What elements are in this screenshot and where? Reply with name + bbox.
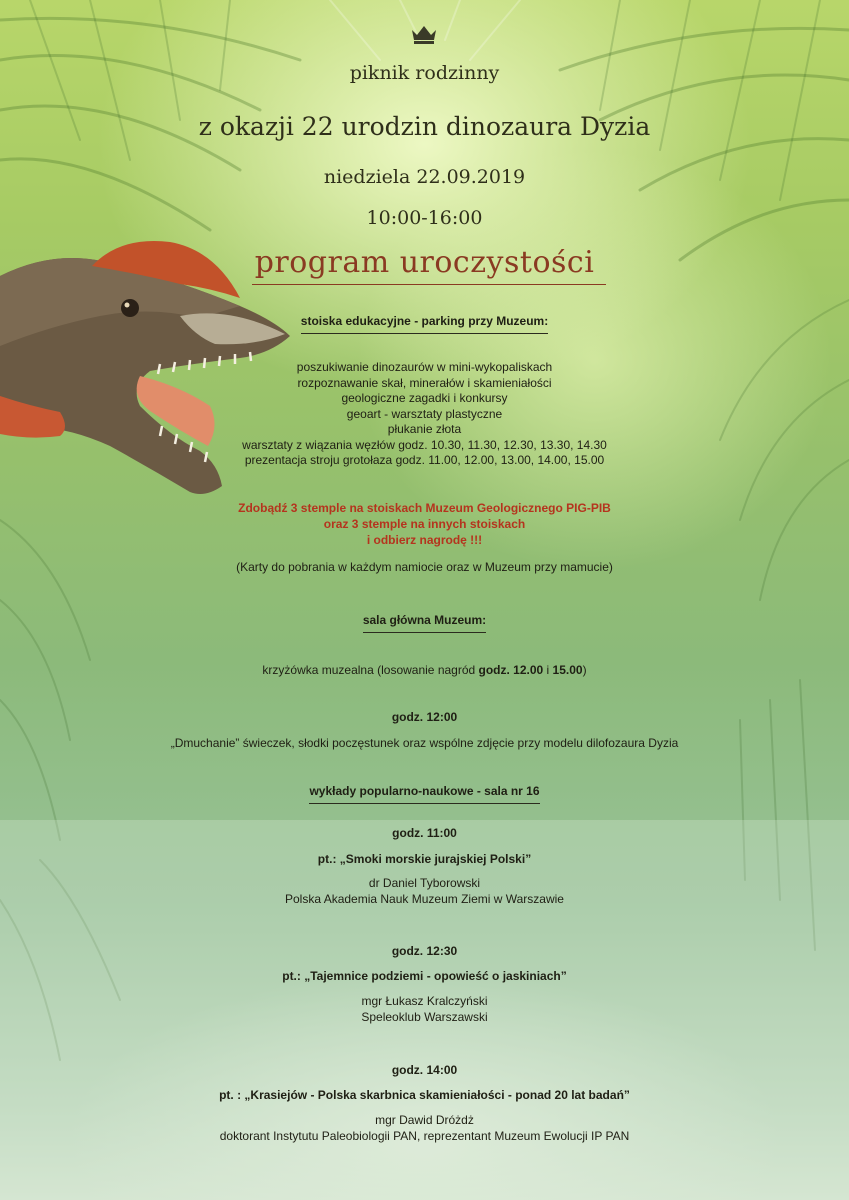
lecture-2-time: godz. 12:30 bbox=[391, 944, 458, 958]
event-time: 10:00-16:00 bbox=[366, 207, 483, 229]
list-item: warsztaty z wiązania węzłów godz. 10.30, 11.30, 12.30, 13.30, 14.30 bbox=[242, 437, 607, 452]
cards-note: (Karty do pobrania w każdym namiocie oraz w Muzeum przy mamucie) bbox=[236, 560, 613, 574]
crossword-info: krzyżówka muzealna (losowanie nagród godz. 12.00 i 15.00) bbox=[262, 663, 587, 677]
lecture-1-speaker: dr Daniel Tyborowski Polska Akademia Nauk Muzeum Ziemi w Warszawie bbox=[285, 876, 564, 906]
list-item: geoart - warsztaty plastyczne bbox=[346, 406, 503, 421]
event-type: piknik rodzinny bbox=[349, 62, 500, 84]
section-heading-lectures: wykłady popularno-naukowe - sala nr 16 bbox=[0, 784, 849, 804]
program-title-underline bbox=[252, 284, 606, 285]
lecture-3-speaker: mgr Dawid Dróżdż doktorant Instytutu Paleobiologii PAN, reprezentant Muzeum Ewolucji IP PAN bbox=[219, 1113, 630, 1143]
lecture-3-title: pt. : „Krasiejów - Polska skarbnica skamieniałości - ponad 20 lat badań” bbox=[219, 1088, 630, 1102]
list-item: płukanie złota bbox=[387, 422, 462, 436]
lecture-2-title: pt.: „Tajemnice podziemi - opowieść o jaskiniach” bbox=[282, 969, 567, 983]
program-title: program uroczystości bbox=[254, 245, 595, 280]
list-item: rozpoznawanie skał, minerałów i skamieniałości bbox=[297, 375, 552, 390]
section-heading-stands: stoiska edukacyjne - parking przy Muzeum: bbox=[0, 314, 849, 334]
list-item: geologiczne zagadki i konkursy bbox=[341, 391, 508, 405]
list-item: prezentacja stroju grotołaza godz. 11.00, 12.00, 13.00, 14.00, 15.00 bbox=[244, 453, 605, 467]
list-item: poszukiwanie dinozaurów w mini-wykopaliskach bbox=[296, 360, 553, 374]
stands-list bbox=[0, 360, 849, 469]
lecture-1-title: pt.: „Smoki morskie jurajskiej Polski” bbox=[317, 852, 532, 866]
lecture-3-time: godz. 14:00 bbox=[391, 1063, 458, 1077]
lecture-1-time: godz. 11:00 bbox=[392, 826, 457, 840]
noon-activity: „Dmuchanie” świeczek, słodki poczęstunek oraz wspólne zdjęcie przy modelu dilofozaura Dyzia bbox=[170, 736, 679, 750]
lecture-2-speaker: mgr Łukasz Kralczyński Speleoklub Warszawski bbox=[361, 994, 488, 1024]
stamp-promo: Zdobądź 3 stemple na stoiskach Muzeum Geologicznego PIG-PIB oraz 3 stemple na innych stoiskach i odbierz nagrodę !!! bbox=[238, 501, 611, 547]
crown-icon bbox=[410, 24, 438, 44]
event-title: z okazji 22 urodzin dinozaura Dyzia bbox=[198, 112, 651, 141]
noon-time: godz. 12:00 bbox=[391, 710, 458, 724]
event-date: niedziela 22.09.2019 bbox=[323, 166, 526, 188]
section-heading-hall: sala główna Muzeum: bbox=[0, 613, 849, 633]
